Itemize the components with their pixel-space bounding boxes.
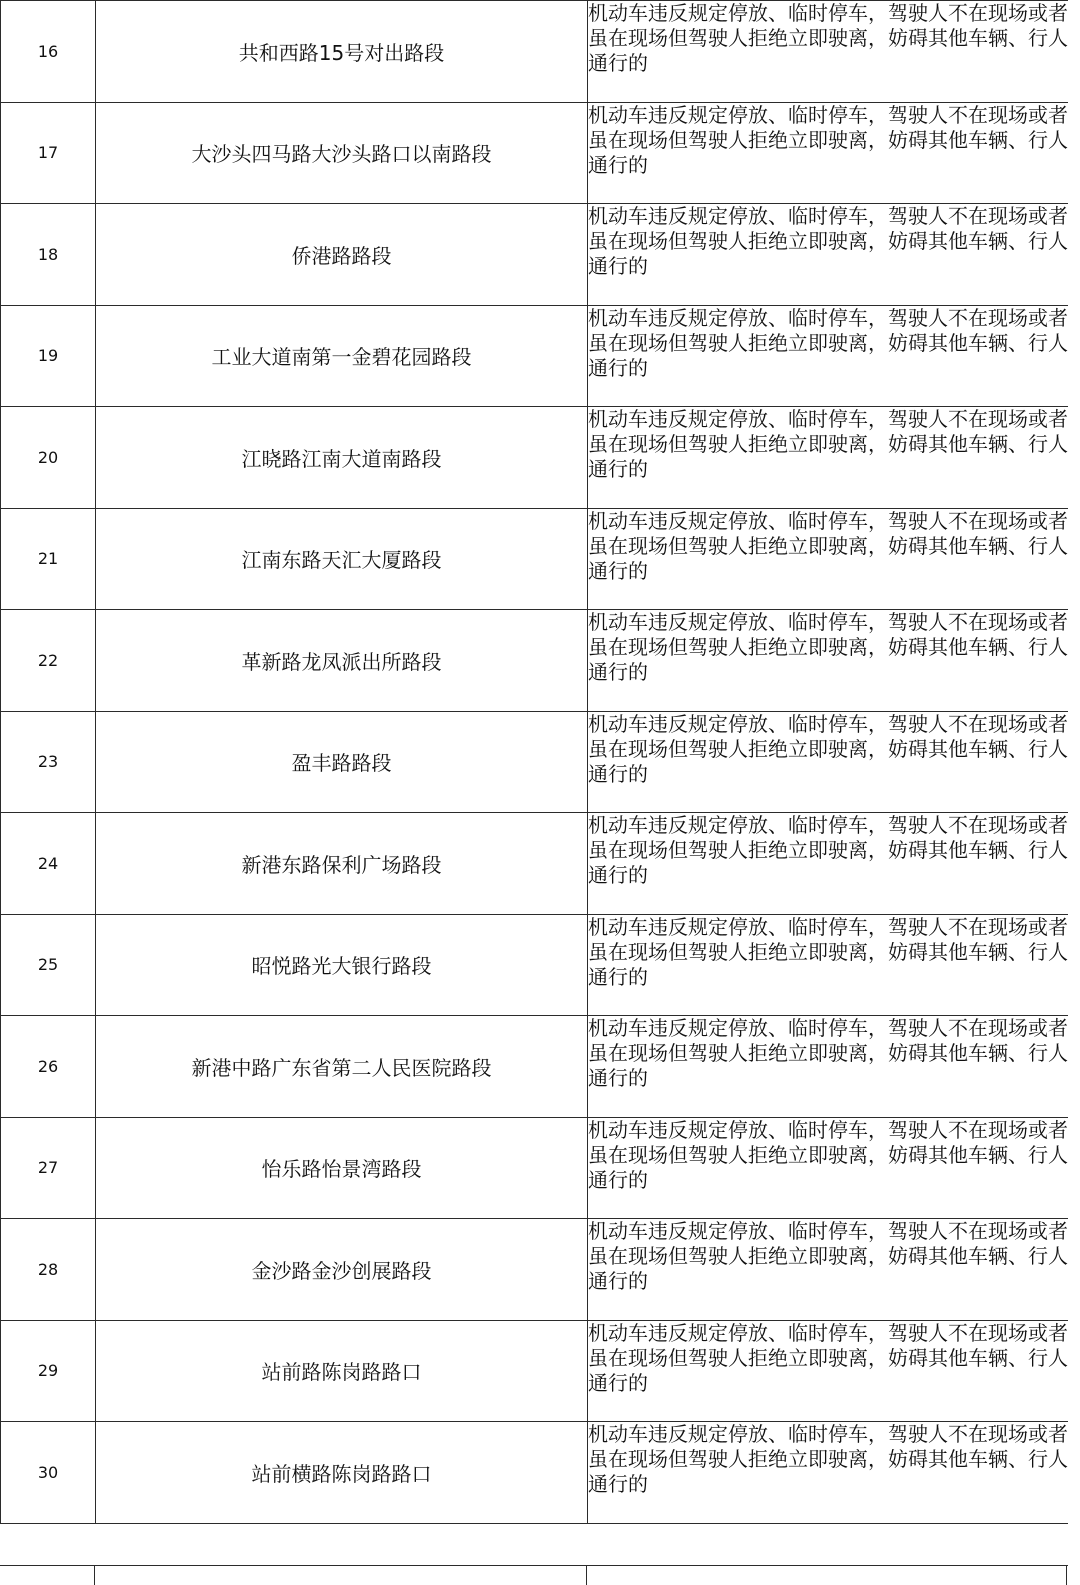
table-row (1, 1320, 1069, 1422)
table-row (1, 1016, 1069, 1118)
row-number: 27 (1, 1117, 96, 1219)
row-number: 30 (1, 1422, 96, 1524)
road-section-name: 站前横路陈岗路路口 (96, 1422, 588, 1524)
violation-description: 机动车违反规定停放、临时停车，驾驶人不在现场或者虽在现场但驾驶人拒绝立即驶离，妨碍其他车辆、行人通行的 (588, 813, 1069, 915)
violation-description: 机动车违反规定停放、临时停车，驾驶人不在现场或者虽在现场但驾驶人拒绝立即驶离，妨碍其他车辆、行人通行的 (588, 305, 1069, 407)
table-row (1, 407, 1069, 509)
row-number: 19 (1, 305, 96, 407)
table-row (1, 204, 1069, 306)
table-row (1, 305, 1069, 407)
violation-description: 机动车违反规定停放、临时停车，驾驶人不在现场或者虽在现场但驾驶人拒绝立即驶离，妨碍其他车辆、行人通行的 (588, 1422, 1069, 1524)
violation-description: 机动车违反规定停放、临时停车，驾驶人不在现场或者虽在现场但驾驶人拒绝立即驶离，妨碍其他车辆、行人通行的 (588, 1219, 1069, 1321)
road-section-name: 昭悦路光大银行路段 (96, 914, 588, 1016)
row-number: 29 (1, 1320, 96, 1422)
column-divider (1066, 1566, 1067, 1585)
row-number: 20 (1, 407, 96, 509)
table-row (1, 914, 1069, 1016)
violation-description: 机动车违反规定停放、临时停车，驾驶人不在现场或者虽在现场但驾驶人拒绝立即驶离，妨碍其他车辆、行人通行的 (588, 102, 1069, 204)
road-section-name: 共和西路15号对出路段 (96, 1, 588, 103)
table-row (1, 711, 1069, 813)
road-section-name: 工业大道南第一金碧花园路段 (96, 305, 588, 407)
table-row (1, 610, 1069, 712)
violation-description: 机动车违反规定停放、临时停车，驾驶人不在现场或者虽在现场但驾驶人拒绝立即驶离，妨碍其他车辆、行人通行的 (588, 711, 1069, 813)
road-section-name: 怡乐路怡景湾路段 (96, 1117, 588, 1219)
row-number: 23 (1, 711, 96, 813)
road-section-name: 盈丰路路段 (96, 711, 588, 813)
table-body (1, 1, 1069, 1524)
table-row (1, 1219, 1069, 1321)
table-row (1, 102, 1069, 204)
column-divider (94, 1566, 95, 1585)
violation-description: 机动车违反规定停放、临时停车，驾驶人不在现场或者虽在现场但驾驶人拒绝立即驶离，妨碍其他车辆、行人通行的 (588, 610, 1069, 712)
table-row (1, 813, 1069, 915)
row-number: 28 (1, 1219, 96, 1321)
road-section-name: 江南东路天汇大厦路段 (96, 508, 588, 610)
violation-description: 机动车违反规定停放、临时停车，驾驶人不在现场或者虽在现场但驾驶人拒绝立即驶离，妨碍其他车辆、行人通行的 (588, 1117, 1069, 1219)
row-number: 22 (1, 610, 96, 712)
row-number: 16 (1, 1, 96, 103)
row-number: 21 (1, 508, 96, 610)
table-row (1, 1422, 1069, 1524)
road-section-name: 金沙路金沙创展路段 (96, 1219, 588, 1321)
road-section-name: 新港东路保利广场路段 (96, 813, 588, 915)
violation-description: 机动车违反规定停放、临时停车，驾驶人不在现场或者虽在现场但驾驶人拒绝立即驶离，妨碍其他车辆、行人通行的 (588, 1, 1069, 103)
road-section-name: 站前路陈岗路路口 (96, 1320, 588, 1422)
column-divider (586, 1566, 587, 1585)
violation-description: 机动车违反规定停放、临时停车，驾驶人不在现场或者虽在现场但驾驶人拒绝立即驶离，妨碍其他车辆、行人通行的 (588, 1320, 1069, 1422)
row-number: 25 (1, 914, 96, 1016)
table-row (1, 508, 1069, 610)
road-section-name: 江晓路江南大道南路段 (96, 407, 588, 509)
road-section-name: 革新路龙凤派出所路段 (96, 610, 588, 712)
violation-description: 机动车违反规定停放、临时停车，驾驶人不在现场或者虽在现场但驾驶人拒绝立即驶离，妨碍其他车辆、行人通行的 (588, 204, 1069, 306)
next-row-border (0, 1565, 1068, 1585)
row-number: 18 (1, 204, 96, 306)
road-section-name: 侨港路路段 (96, 204, 588, 306)
road-section-name: 大沙头四马路大沙头路口以南路段 (96, 102, 588, 204)
row-number: 17 (1, 102, 96, 204)
violation-description: 机动车违反规定停放、临时停车，驾驶人不在现场或者虽在现场但驾驶人拒绝立即驶离，妨碍其他车辆、行人通行的 (588, 914, 1069, 1016)
table-row (1, 1, 1069, 103)
violation-description: 机动车违反规定停放、临时停车，驾驶人不在现场或者虽在现场但驾驶人拒绝立即驶离，妨碍其他车辆、行人通行的 (588, 407, 1069, 509)
road-section-name: 新港中路广东省第二人民医院路段 (96, 1016, 588, 1118)
row-number: 24 (1, 813, 96, 915)
row-number: 26 (1, 1016, 96, 1118)
violation-description: 机动车违反规定停放、临时停车，驾驶人不在现场或者虽在现场但驾驶人拒绝立即驶离，妨碍其他车辆、行人通行的 (588, 508, 1069, 610)
table-row (1, 1117, 1069, 1219)
violation-description: 机动车违反规定停放、临时停车，驾驶人不在现场或者虽在现场但驾驶人拒绝立即驶离，妨碍其他车辆、行人通行的 (588, 1016, 1069, 1118)
